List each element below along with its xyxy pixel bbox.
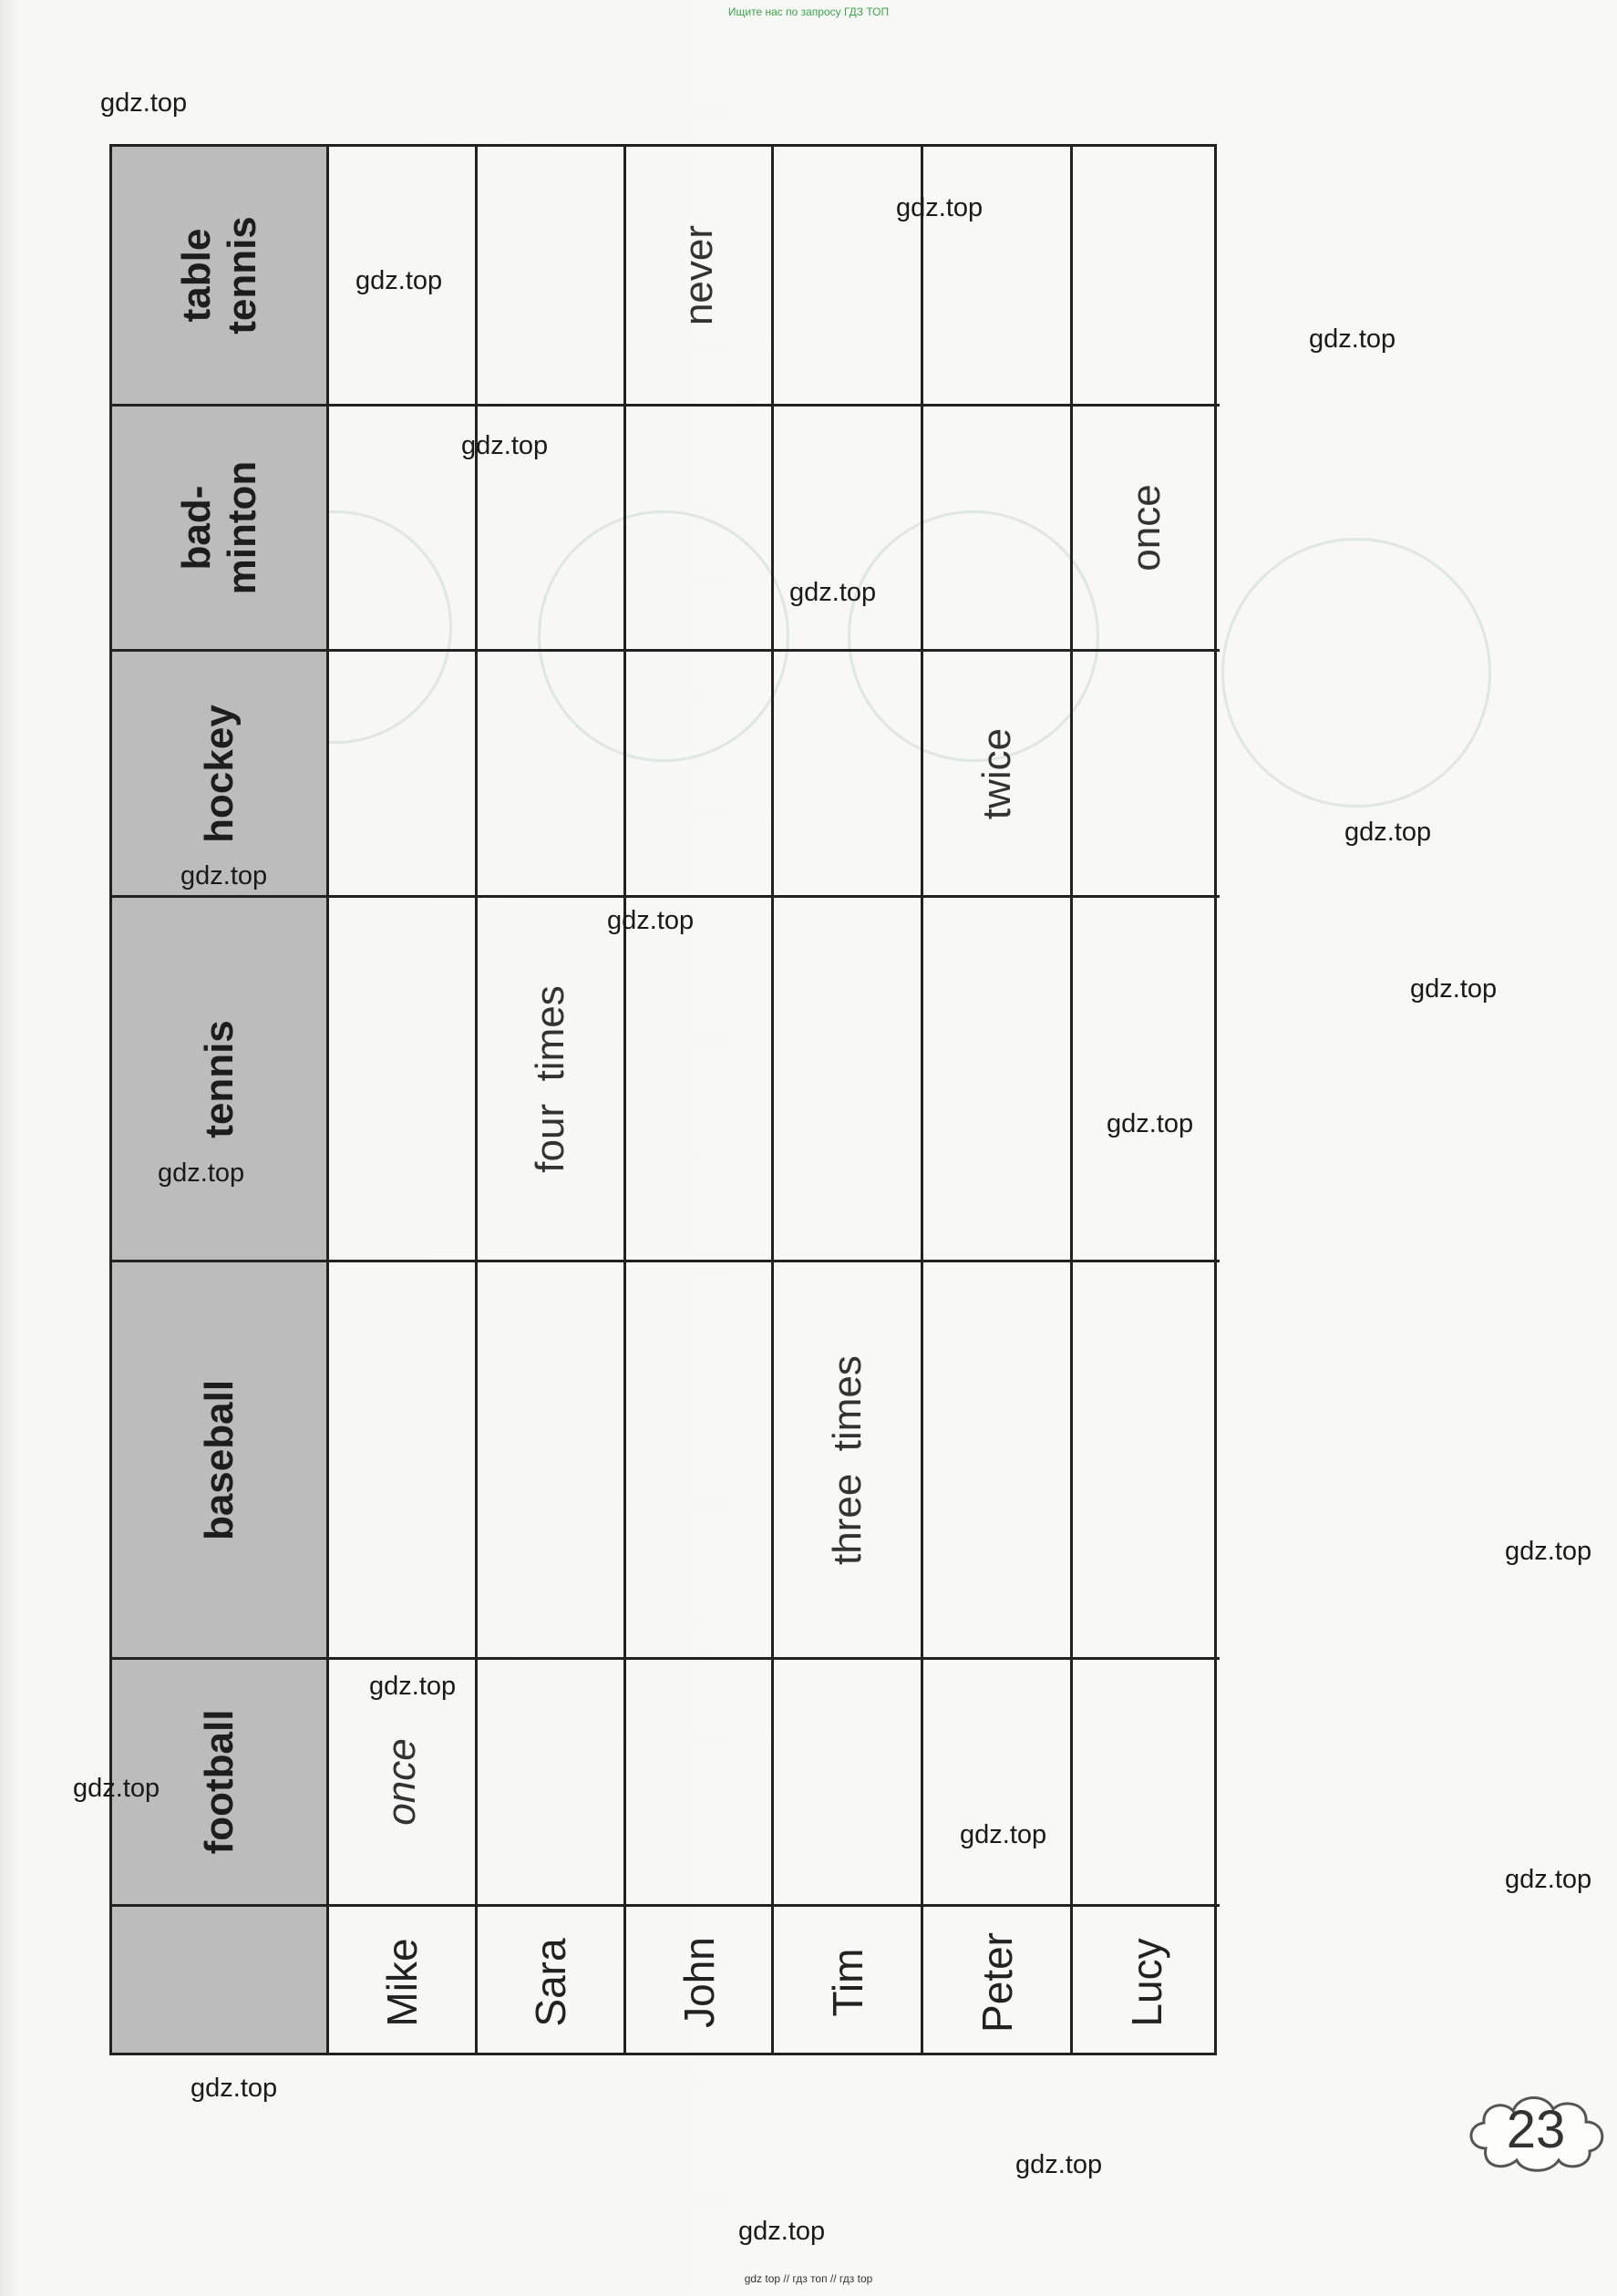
table-cell [626, 1260, 771, 1657]
ghost-clock-3 [1221, 538, 1491, 808]
watermark: gdz.top [738, 2217, 826, 2246]
sports-header-column [112, 147, 326, 2053]
header-label-hockey: hockey [196, 704, 242, 843]
table-cell [329, 404, 475, 649]
answer-table-tennis-john: never [675, 224, 721, 326]
name-cell-mike [329, 1904, 475, 2058]
name-cell-sara [478, 1904, 623, 2058]
table-cell [329, 1260, 475, 1657]
name-label-sara: Sara [527, 1938, 574, 2027]
watermark: gdz.top [1344, 818, 1432, 847]
table-cell [626, 1657, 771, 1904]
header-cell-empty [112, 1904, 326, 2058]
header-cell-badminton [112, 404, 326, 649]
table-cell [626, 895, 771, 1260]
person-column-john [623, 147, 771, 2053]
watermark: gdz.top [1309, 324, 1396, 354]
watermark: gdz.top [355, 266, 443, 295]
header-label-football: football [196, 1709, 242, 1855]
table-cell [774, 147, 921, 404]
name-cell-lucy [1073, 1904, 1220, 2058]
table-cell [774, 649, 921, 895]
table-cell [1073, 895, 1220, 1260]
table-cell [923, 1657, 1070, 1904]
person-column-lucy [1070, 147, 1220, 2053]
person-column-tim [771, 147, 921, 2053]
table-cell-badminton-lucy [1073, 404, 1220, 649]
table-cell [478, 1260, 623, 1657]
watermark: gdz.top [789, 578, 877, 607]
table-cell [923, 147, 1070, 404]
table-cell [478, 147, 623, 404]
watermark: gdz.top [960, 1820, 1047, 1849]
name-label-lucy: Lucy [1122, 1938, 1170, 2027]
top-banner: Ищите нас по запросу ГДЗ ТОП [727, 5, 890, 18]
answer-badminton-lucy: once [1123, 484, 1169, 571]
page-number: 23 [1506, 2100, 1566, 2159]
table-cell-baseball-tim [774, 1260, 921, 1657]
table-cell [923, 1260, 1070, 1657]
answer-tennis-sara: four times [528, 984, 572, 1173]
name-cell-tim [774, 1904, 921, 2058]
watermark: gdz.top [1505, 1865, 1592, 1894]
table-cell [329, 895, 475, 1260]
activity-frequency-table [109, 144, 1217, 2055]
footer-note: gdz top // гдз топ // гдз top [744, 2272, 873, 2285]
watermark: gdz.top [896, 193, 984, 222]
name-label-peter: Peter [973, 1932, 1021, 2033]
table-cell [774, 404, 921, 649]
name-cell-john [626, 1904, 771, 2058]
table-cell [1073, 1260, 1220, 1657]
watermark: gdz.top [1107, 1109, 1194, 1138]
person-column-mike [326, 147, 475, 2053]
table-cell [329, 649, 475, 895]
person-column-peter [921, 147, 1070, 2053]
watermark: gdz.top [158, 1158, 245, 1188]
table-cell [626, 404, 771, 649]
watermark: gdz.top [607, 906, 695, 935]
header-label-badminton: bad-minton [173, 460, 264, 595]
answer-hockey-peter: twice [973, 727, 1019, 819]
table-cell [626, 649, 771, 895]
answer-baseball-tim: three times [824, 1354, 870, 1565]
table-cell-tennis-sara [478, 895, 623, 1260]
name-label-john: John [675, 1937, 723, 2028]
header-cell-table-tennis [112, 147, 326, 404]
watermark: gdz.top [191, 2074, 278, 2103]
watermark: gdz.top [1505, 1537, 1592, 1566]
name-label-tim: Tim [823, 1948, 871, 2017]
table-cell [1073, 147, 1220, 404]
header-label-tennis: tennis [196, 1019, 242, 1138]
watermark: gdz.top [1410, 974, 1498, 1004]
table-cell [923, 404, 1070, 649]
table-cell [923, 895, 1070, 1260]
table-cell [774, 895, 921, 1260]
table-cell-hockey-peter [923, 649, 1070, 895]
watermark: gdz.top [73, 1774, 160, 1803]
header-label-baseball: baseball [196, 1379, 242, 1540]
table-cell [774, 1657, 921, 1904]
header-cell-hockey [112, 649, 326, 895]
table-cell [1073, 649, 1220, 895]
header-cell-tennis [112, 895, 326, 1260]
table-cell [478, 1657, 623, 1904]
page-number-badge [1458, 2080, 1613, 2180]
name-cell-peter [923, 1904, 1070, 2058]
answer-football-mike: once [379, 1738, 424, 1826]
watermark: gdz.top [100, 88, 188, 118]
table-cell [1073, 1657, 1220, 1904]
watermark: gdz.top [180, 861, 268, 891]
table-cell-table-tennis-john [626, 147, 771, 404]
watermark: gdz.top [369, 1672, 457, 1701]
watermark: gdz.top [461, 431, 549, 460]
watermark: gdz.top [1015, 2150, 1103, 2179]
header-cell-baseball [112, 1260, 326, 1657]
table-cell [478, 649, 623, 895]
name-label-mike: Mike [378, 1938, 426, 2027]
header-label-table-tennis: table tennis [173, 216, 264, 335]
